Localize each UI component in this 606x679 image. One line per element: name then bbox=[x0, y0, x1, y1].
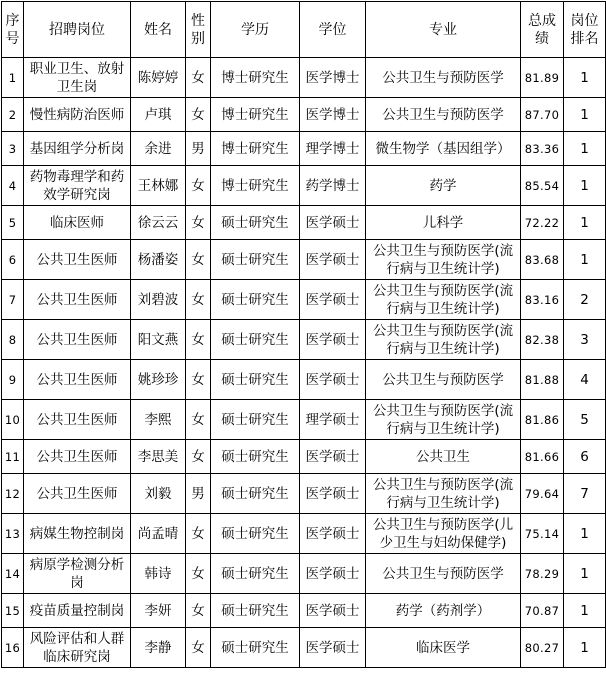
cell-position: 病原学检测分析岗 bbox=[24, 554, 131, 594]
cell-education: 博士研究生 bbox=[211, 132, 300, 166]
cell-degree: 医学硕士 bbox=[300, 594, 366, 628]
cell-score: 83.36 bbox=[521, 132, 564, 166]
header-seq: 序号 bbox=[2, 2, 24, 58]
cell-position: 疫苗质量控制岗 bbox=[24, 594, 131, 628]
cell-score: 78.29 bbox=[521, 554, 564, 594]
cell-seq: 9 bbox=[2, 360, 24, 400]
cell-score: 80.27 bbox=[521, 628, 564, 668]
cell-degree: 医学硕士 bbox=[300, 474, 366, 514]
cell-score: 85.54 bbox=[521, 166, 564, 206]
cell-rank: 6 bbox=[564, 440, 606, 474]
table-row bbox=[2, 58, 606, 98]
cell-seq: 8 bbox=[2, 320, 24, 360]
cell-major: 公共卫生与预防医学 bbox=[366, 58, 521, 98]
cell-gender: 女 bbox=[186, 280, 211, 320]
cell-rank: 4 bbox=[564, 360, 606, 400]
cell-score: 72.22 bbox=[521, 206, 564, 240]
cell-seq: 10 bbox=[2, 400, 24, 440]
table-row bbox=[2, 166, 606, 206]
cell-major: 公共卫生与预防医学(流行病与卫生统计学) bbox=[366, 240, 521, 280]
cell-degree: 医学硕士 bbox=[300, 554, 366, 594]
header-name: 姓名 bbox=[131, 2, 186, 58]
cell-seq: 7 bbox=[2, 280, 24, 320]
cell-rank: 1 bbox=[564, 514, 606, 554]
header-major: 专业 bbox=[366, 2, 521, 58]
cell-score: 75.14 bbox=[521, 514, 564, 554]
table-row bbox=[2, 440, 606, 474]
cell-seq: 15 bbox=[2, 594, 24, 628]
cell-degree: 理学博士 bbox=[300, 132, 366, 166]
cell-gender: 女 bbox=[186, 360, 211, 400]
cell-education: 硕士研究生 bbox=[211, 206, 300, 240]
cell-degree: 医学博士 bbox=[300, 58, 366, 98]
cell-name: 徐云云 bbox=[131, 206, 186, 240]
cell-education: 硕士研究生 bbox=[211, 474, 300, 514]
cell-degree: 医学硕士 bbox=[300, 514, 366, 554]
cell-position: 药物毒理学和药效学研究岗 bbox=[24, 166, 131, 206]
cell-position: 公共卫生医师 bbox=[24, 240, 131, 280]
cell-rank: 3 bbox=[564, 320, 606, 360]
table-row bbox=[2, 280, 606, 320]
cell-major: 微生物学（基因组学） bbox=[366, 132, 521, 166]
cell-rank: 2 bbox=[564, 280, 606, 320]
table-row bbox=[2, 320, 606, 360]
cell-rank: 1 bbox=[564, 206, 606, 240]
cell-major: 药学 bbox=[366, 166, 521, 206]
cell-degree: 医学硕士 bbox=[300, 320, 366, 360]
table-header-row bbox=[2, 2, 606, 58]
cell-seq: 13 bbox=[2, 514, 24, 554]
cell-major: 公共卫生与预防医学 bbox=[366, 554, 521, 594]
cell-education: 硕士研究生 bbox=[211, 360, 300, 400]
cell-name: 卢琪 bbox=[131, 98, 186, 132]
cell-score: 82.38 bbox=[521, 320, 564, 360]
cell-name: 李熙 bbox=[131, 400, 186, 440]
cell-seq: 5 bbox=[2, 206, 24, 240]
cell-position: 临床医师 bbox=[24, 206, 131, 240]
cell-name: 李妍 bbox=[131, 594, 186, 628]
cell-score: 81.89 bbox=[521, 58, 564, 98]
cell-position: 公共卫生医师 bbox=[24, 360, 131, 400]
cell-score: 81.88 bbox=[521, 360, 564, 400]
cell-rank: 1 bbox=[564, 594, 606, 628]
cell-position: 病媒生物控制岗 bbox=[24, 514, 131, 554]
cell-gender: 女 bbox=[186, 400, 211, 440]
cell-position: 慢性病防治医师 bbox=[24, 98, 131, 132]
header-score: 总成绩 bbox=[521, 2, 564, 58]
cell-gender: 女 bbox=[186, 240, 211, 280]
cell-rank: 1 bbox=[564, 628, 606, 668]
cell-score: 87.70 bbox=[521, 98, 564, 132]
cell-degree: 医学硕士 bbox=[300, 440, 366, 474]
cell-degree: 医学博士 bbox=[300, 98, 366, 132]
cell-name: 余进 bbox=[131, 132, 186, 166]
cell-position: 公共卫生医师 bbox=[24, 280, 131, 320]
cell-rank: 1 bbox=[564, 98, 606, 132]
cell-name: 刘碧波 bbox=[131, 280, 186, 320]
table-row bbox=[2, 514, 606, 554]
cell-seq: 4 bbox=[2, 166, 24, 206]
cell-score: 83.68 bbox=[521, 240, 564, 280]
header-position: 招聘岗位 bbox=[24, 2, 131, 58]
cell-education: 硕士研究生 bbox=[211, 240, 300, 280]
cell-major: 公共卫生与预防医学 bbox=[366, 360, 521, 400]
cell-name: 李思美 bbox=[131, 440, 186, 474]
cell-degree: 医学硕士 bbox=[300, 240, 366, 280]
cell-score: 83.16 bbox=[521, 280, 564, 320]
cell-major: 临床医学 bbox=[366, 628, 521, 668]
cell-degree: 理学硕士 bbox=[300, 400, 366, 440]
cell-education: 硕士研究生 bbox=[211, 280, 300, 320]
cell-degree: 医学硕士 bbox=[300, 206, 366, 240]
cell-score: 81.86 bbox=[521, 400, 564, 440]
cell-name: 姚珍珍 bbox=[131, 360, 186, 400]
cell-degree: 医学硕士 bbox=[300, 360, 366, 400]
cell-major: 公共卫生与预防医学(流行病与卫生统计学) bbox=[366, 474, 521, 514]
table-row bbox=[2, 132, 606, 166]
cell-score: 81.66 bbox=[521, 440, 564, 474]
cell-gender: 女 bbox=[186, 320, 211, 360]
cell-seq: 2 bbox=[2, 98, 24, 132]
cell-rank: 1 bbox=[564, 132, 606, 166]
cell-education: 博士研究生 bbox=[211, 166, 300, 206]
cell-education: 硕士研究生 bbox=[211, 320, 300, 360]
cell-rank: 7 bbox=[564, 474, 606, 514]
cell-name: 王林娜 bbox=[131, 166, 186, 206]
cell-gender: 女 bbox=[186, 554, 211, 594]
cell-gender: 女 bbox=[186, 58, 211, 98]
cell-position: 职业卫生、放射卫生岗 bbox=[24, 58, 131, 98]
cell-gender: 男 bbox=[186, 474, 211, 514]
table-row bbox=[2, 98, 606, 132]
cell-rank: 1 bbox=[564, 240, 606, 280]
cell-seq: 14 bbox=[2, 554, 24, 594]
table-row bbox=[2, 628, 606, 668]
table-row bbox=[2, 474, 606, 514]
cell-education: 博士研究生 bbox=[211, 98, 300, 132]
cell-degree: 医学硕士 bbox=[300, 628, 366, 668]
cell-name: 尚孟晴 bbox=[131, 514, 186, 554]
cell-name: 刘毅 bbox=[131, 474, 186, 514]
cell-seq: 6 bbox=[2, 240, 24, 280]
cell-education: 硕士研究生 bbox=[211, 514, 300, 554]
cell-gender: 女 bbox=[186, 628, 211, 668]
table-row bbox=[2, 554, 606, 594]
results-table bbox=[1, 1, 606, 668]
cell-seq: 11 bbox=[2, 440, 24, 474]
cell-major: 公共卫生与预防医学(流行病与卫生统计学) bbox=[366, 280, 521, 320]
cell-degree: 医学硕士 bbox=[300, 280, 366, 320]
cell-name: 韩诗 bbox=[131, 554, 186, 594]
cell-seq: 1 bbox=[2, 58, 24, 98]
cell-name: 陈婷婷 bbox=[131, 58, 186, 98]
cell-education: 硕士研究生 bbox=[211, 554, 300, 594]
table-row bbox=[2, 594, 606, 628]
cell-name: 阳文燕 bbox=[131, 320, 186, 360]
cell-position: 基因组学分析岗 bbox=[24, 132, 131, 166]
cell-major: 公共卫生与预防医学(流行病与卫生统计学) bbox=[366, 320, 521, 360]
header-rank: 岗位排名 bbox=[564, 2, 606, 58]
cell-position: 公共卫生医师 bbox=[24, 400, 131, 440]
cell-position: 公共卫生医师 bbox=[24, 474, 131, 514]
cell-education: 硕士研究生 bbox=[211, 594, 300, 628]
cell-seq: 16 bbox=[2, 628, 24, 668]
cell-major: 药学（药剂学） bbox=[366, 594, 521, 628]
cell-major: 儿科学 bbox=[366, 206, 521, 240]
cell-rank: 1 bbox=[564, 166, 606, 206]
cell-gender: 女 bbox=[186, 98, 211, 132]
cell-score: 79.64 bbox=[521, 474, 564, 514]
table-row bbox=[2, 206, 606, 240]
cell-major: 公共卫生与预防医学 bbox=[366, 98, 521, 132]
cell-major: 公共卫生与预防医学(儿少卫生与妇幼保健学) bbox=[366, 514, 521, 554]
cell-position: 公共卫生医师 bbox=[24, 440, 131, 474]
cell-education: 硕士研究生 bbox=[211, 440, 300, 474]
cell-education: 博士研究生 bbox=[211, 58, 300, 98]
cell-gender: 女 bbox=[186, 594, 211, 628]
cell-position: 公共卫生医师 bbox=[24, 320, 131, 360]
header-gender: 性别 bbox=[186, 2, 211, 58]
cell-seq: 12 bbox=[2, 474, 24, 514]
cell-name: 杨潘姿 bbox=[131, 240, 186, 280]
cell-education: 硕士研究生 bbox=[211, 628, 300, 668]
cell-gender: 男 bbox=[186, 132, 211, 166]
cell-rank: 1 bbox=[564, 58, 606, 98]
cell-rank: 5 bbox=[564, 400, 606, 440]
cell-name: 李静 bbox=[131, 628, 186, 668]
table-row bbox=[2, 360, 606, 400]
cell-degree: 药学博士 bbox=[300, 166, 366, 206]
table-row bbox=[2, 400, 606, 440]
cell-gender: 女 bbox=[186, 206, 211, 240]
cell-education: 硕士研究生 bbox=[211, 400, 300, 440]
cell-score: 70.87 bbox=[521, 594, 564, 628]
cell-seq: 3 bbox=[2, 132, 24, 166]
cell-gender: 女 bbox=[186, 514, 211, 554]
cell-rank: 1 bbox=[564, 554, 606, 594]
cell-gender: 女 bbox=[186, 166, 211, 206]
header-degree: 学位 bbox=[300, 2, 366, 58]
header-education: 学历 bbox=[211, 2, 300, 58]
cell-gender: 女 bbox=[186, 440, 211, 474]
cell-major: 公共卫生 bbox=[366, 440, 521, 474]
cell-major: 公共卫生与预防医学(流行病与卫生统计学) bbox=[366, 400, 521, 440]
table-row bbox=[2, 240, 606, 280]
cell-position: 风险评估和人群临床研究岗 bbox=[24, 628, 131, 668]
